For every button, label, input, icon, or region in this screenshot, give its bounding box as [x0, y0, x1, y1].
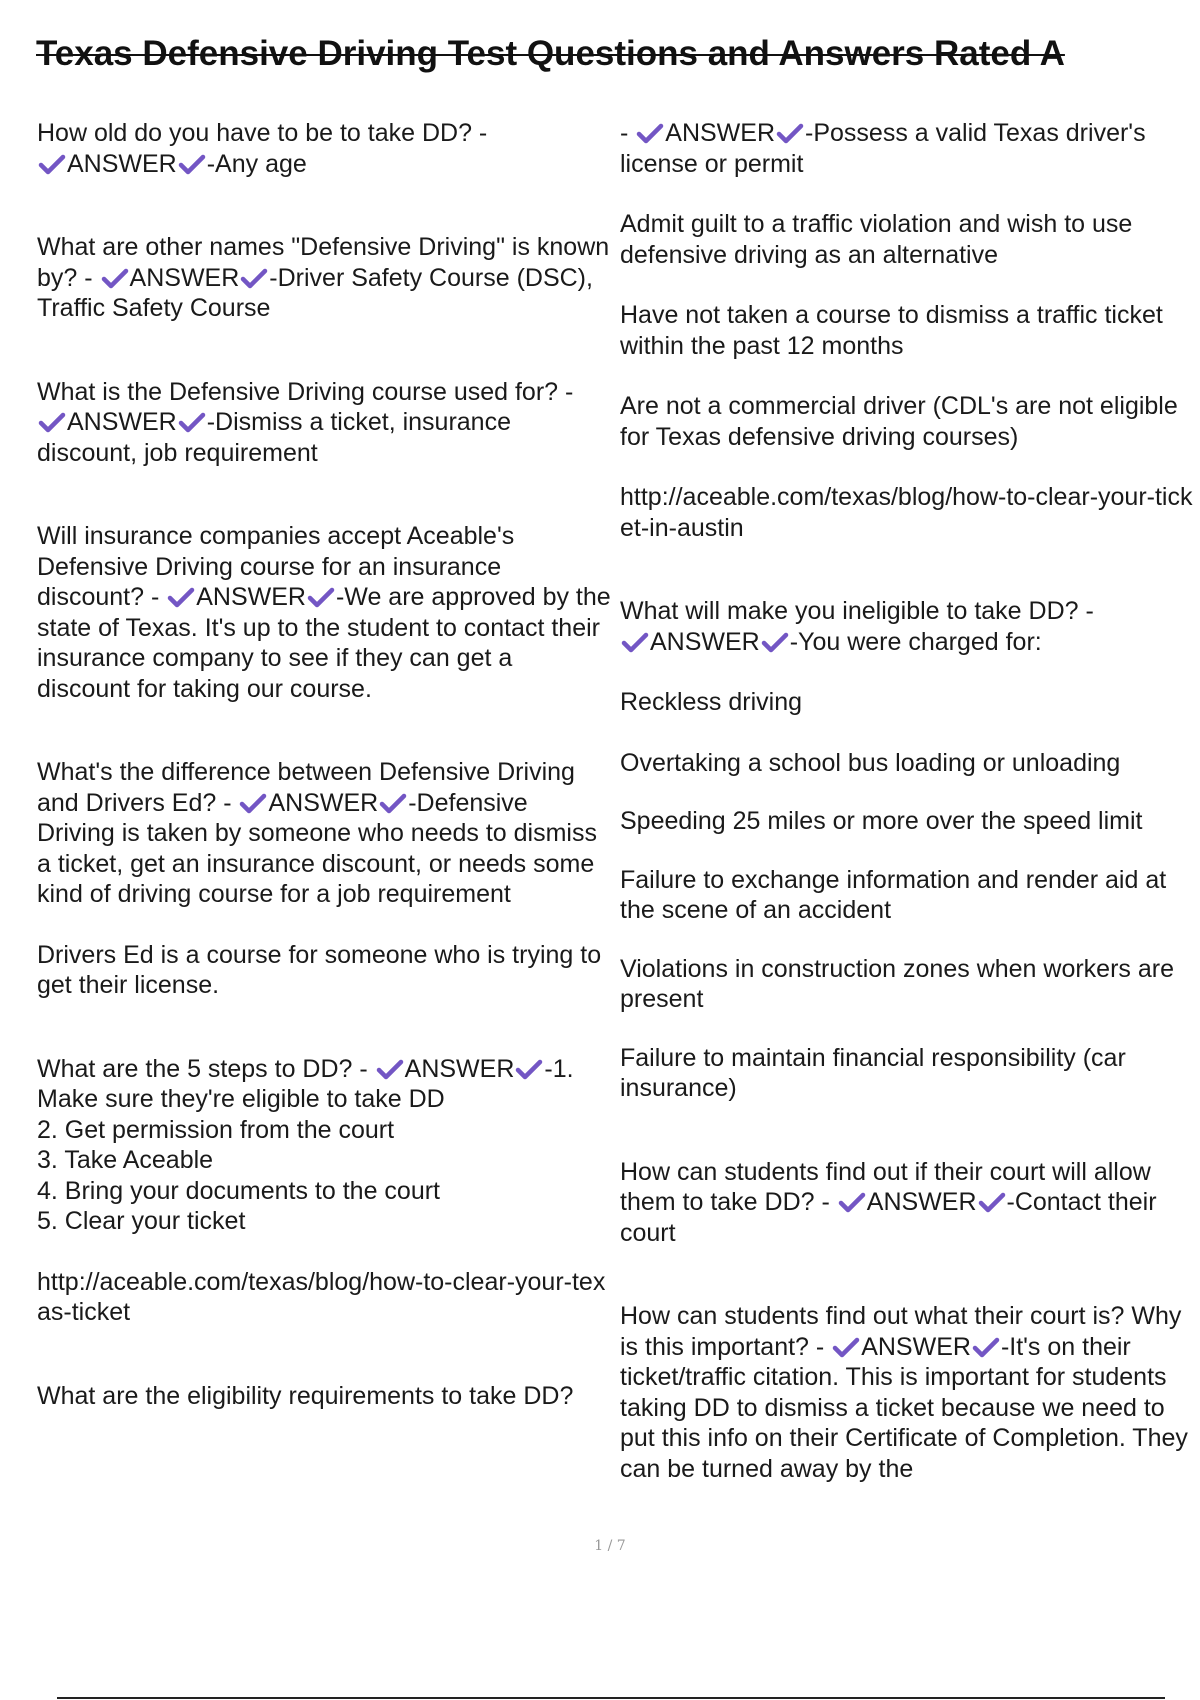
- question-text: How can students find out what their court is? Why is this important? -: [620, 1302, 1182, 1361]
- qa-item-course-use: [37, 377, 611, 469]
- checkmark-icon: [971, 1336, 1001, 1358]
- violation-item: Failure to exchange information and render aid at the scene of an accident: [620, 865, 1167, 924]
- answer-paragraph: Drivers Ed is a course for someone who is trying to get their license.: [37, 940, 602, 999]
- checkmark-icon: [375, 1058, 405, 1080]
- qa-item-five-steps: [37, 1054, 611, 1328]
- violation-item: Reckless driving: [620, 688, 803, 716]
- checkmark-icon: [831, 1336, 861, 1358]
- question-text: Will insurance companies accept Aceable's Defensive Driving course for an insurance discount? -: [37, 522, 515, 611]
- answer-text: -Driver Safety Course (DSC), Traffic Safety Course: [37, 263, 593, 322]
- checkmark-icon: [37, 153, 67, 175]
- checkmark-icon: [37, 411, 67, 433]
- answer-text: -We are approved by the state of Texas. It's up to the student to contact their insurance company to see if they can get a discount for taking our course.: [37, 583, 611, 703]
- document-title: Texas Defensive Driving Test Questions and Answers Rated A: [36, 34, 1065, 73]
- qa-item-ineligible: [620, 596, 1195, 1104]
- checkmark-icon: [177, 153, 207, 175]
- question-text: What are the 5 steps to DD? -: [37, 1054, 368, 1083]
- question-text: What are other names "Defensive Driving" is known by? -: [37, 233, 610, 292]
- answer-label: ANSWER: [404, 1054, 515, 1083]
- checkmark-icon: [306, 586, 336, 608]
- violation-item: Overtaking a school bus loading or unloading: [620, 748, 1121, 777]
- answer-label: ANSWER: [268, 788, 379, 817]
- answer-text: -Possess a valid Texas driver's license or permit: [620, 119, 1146, 178]
- question-text: What's the difference between Defensive Driving and Drivers Ed? -: [37, 758, 575, 817]
- answer-text: -It's on their ticket/traffic citation. This is important for students taking DD to dismiss a ticket because we need to put this info on their Certificate of Completion. They can be turned away by the: [620, 1332, 1188, 1483]
- reference-url: http://aceable.com/texas/blog/how-to-clear-your-ticket-in-austin: [620, 483, 1193, 542]
- qa-item-insurance: [37, 521, 611, 704]
- step-item: 4. Bring your documents to the court: [37, 1176, 440, 1205]
- answer-marker: [837, 1188, 1007, 1216]
- answer-label: ANSWER: [665, 119, 776, 147]
- answer-text: -1.: [544, 1054, 574, 1083]
- answer-label: ANSWER: [67, 149, 177, 178]
- qa-item-other-names: [37, 232, 611, 324]
- step-item: 5. Clear your ticket: [37, 1207, 246, 1235]
- qa-item-age: [37, 118, 611, 179]
- qa-item-eligibility: [37, 1381, 611, 1412]
- requirement-item: Are not a commercial driver (CDL's are not eligible for Texas defensive driving courses): [620, 392, 1178, 451]
- requirement-item: Have not taken a course to dismiss a traffic ticket within the past 12 months: [620, 301, 1163, 360]
- checkmark-icon: [977, 1191, 1007, 1213]
- answer-marker: [37, 408, 207, 436]
- checkmark-icon: [760, 631, 790, 653]
- answer-label: ANSWER: [861, 1332, 971, 1361]
- checkmark-icon: [238, 792, 268, 814]
- answer-marker: [831, 1333, 1001, 1361]
- question-text: What is the Defensive Driving course used for? -: [37, 377, 574, 406]
- answer-text: -You were charged for:: [789, 627, 1042, 656]
- qa-item-dd-vs-ed: [37, 757, 611, 1001]
- answer-marker: [100, 264, 270, 292]
- qa-item-court-allow: [620, 1157, 1195, 1249]
- step-item: 2. Get permission from the court: [37, 1115, 395, 1144]
- checkmark-icon: [620, 631, 650, 653]
- qa-item-which-court: [620, 1301, 1195, 1484]
- violation-item: Speeding 25 miles or more over the speed limit: [620, 807, 1143, 835]
- answer-marker: [375, 1055, 545, 1083]
- page-number: 1 / 7: [594, 1538, 626, 1554]
- qa-item-eligibility-continued: [620, 118, 1195, 543]
- answer-text: -Contact their court: [620, 1188, 1157, 1247]
- question-text: How can students find out if their court will allow them to take DD? -: [620, 1157, 1151, 1216]
- step-item: 3. Take Aceable: [37, 1146, 214, 1174]
- checkmark-icon: [635, 122, 665, 144]
- violation-item: Violations in construction zones when workers are present: [620, 954, 1174, 1013]
- step-item: Make sure they're eligible to take DD: [37, 1085, 445, 1113]
- answer-marker: [620, 628, 790, 656]
- answer-label: ANSWER: [196, 583, 306, 611]
- checkmark-icon: [177, 411, 207, 433]
- checkmark-icon: [100, 267, 130, 289]
- checkmark-icon: [837, 1191, 867, 1213]
- answer-text: -Dismiss a ticket, insurance discount, job requirement: [37, 408, 511, 467]
- question-text: What are the eligibility requirements to take DD?: [37, 1381, 574, 1410]
- answer-label: ANSWER: [650, 627, 760, 656]
- question-text: How old do you have to be to take DD? -: [37, 119, 488, 147]
- requirement-item: Admit guilt to a traffic violation and wish to use defensive driving as an alternative: [620, 210, 1133, 269]
- left-column: [37, 118, 611, 1411]
- reference-url: http://aceable.com/texas/blog/how-to-clear-your-texas-ticket: [37, 1267, 606, 1326]
- answer-marker: [238, 789, 408, 817]
- answer-text: -Defensive Driving is taken by someone who needs to dismiss a ticket, get an insurance discount, or needs some kind of driving course for a job requirement: [37, 788, 597, 908]
- violation-item: Failure to maintain financial responsibility (car insurance): [620, 1043, 1126, 1102]
- answer-marker: [635, 119, 805, 147]
- answer-lead: -: [620, 119, 629, 147]
- right-column: [620, 118, 1195, 1484]
- checkmark-icon: [514, 1058, 544, 1080]
- checkmark-icon: [166, 586, 196, 608]
- checkmark-icon: [239, 267, 269, 289]
- checkmark-icon: [775, 122, 805, 144]
- answer-label: ANSWER: [129, 263, 240, 292]
- checkmark-icon: [378, 792, 408, 814]
- answer-marker: [166, 583, 336, 611]
- question-text: What will make you ineligible to take DD? -: [620, 597, 1094, 625]
- footer-divider: [57, 1697, 1165, 1699]
- answer-label: ANSWER: [67, 408, 177, 436]
- answer-label: ANSWER: [866, 1188, 977, 1216]
- answer-text: -Any age: [206, 149, 307, 178]
- answer-marker: [37, 150, 207, 178]
